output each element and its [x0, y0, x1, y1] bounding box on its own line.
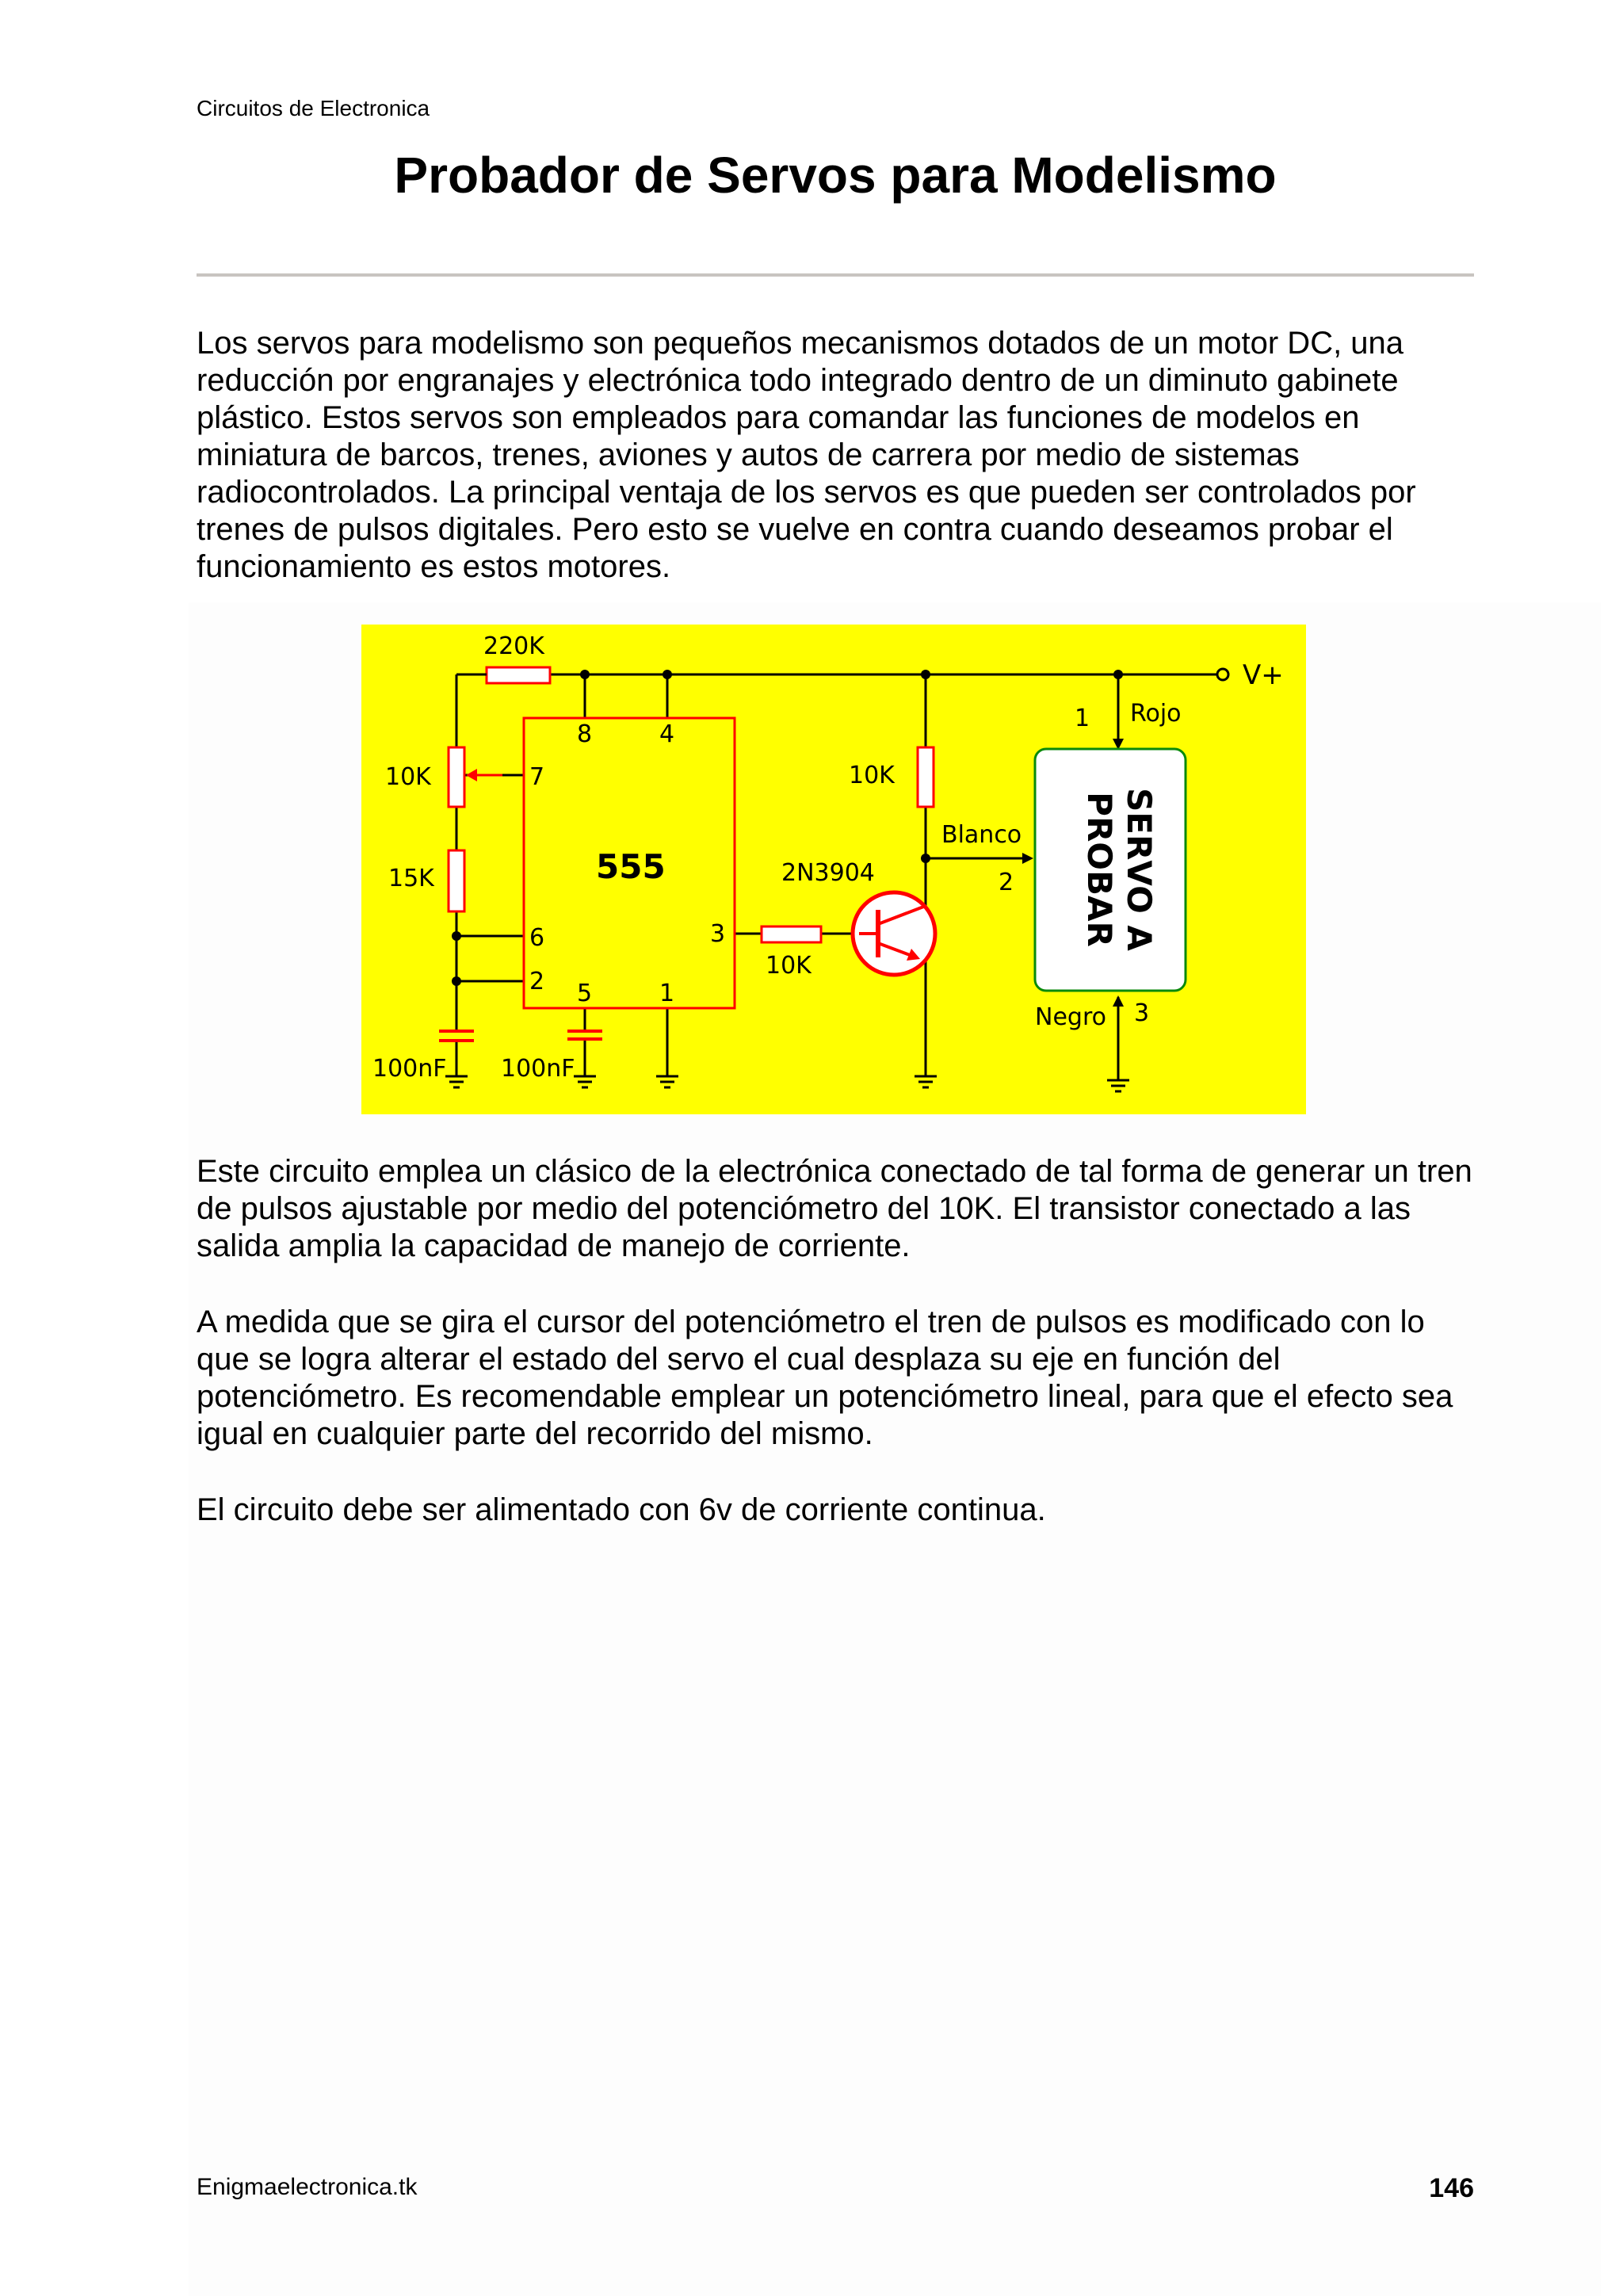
footer-site: Enigmaelectronica.tk	[197, 2174, 418, 2200]
ic-pin-4: 4	[659, 720, 675, 748]
transistor-2n3904	[853, 892, 935, 975]
ic-555-label: 555	[596, 847, 666, 886]
ic-pin-7: 7	[529, 763, 545, 791]
blanco-label: Blanco	[941, 821, 1022, 849]
rojo-label: Rojo	[1130, 700, 1182, 728]
servo-label-group	[1080, 788, 1159, 951]
running-header: Circuitos de Electronica	[197, 96, 430, 120]
control-capacitor-label: 100nF	[501, 1055, 575, 1083]
intro-paragraph: Los servos para modelismo son pequeños mecanismos dotados de un motor DC, una reducción por engranajes y electrónica todo integrado dentro de un diminuto gabinete plástico. Estos servos son empleados para comandar las funciones de modelos en miniatura de barcos, trenes, aviones y autos de carrera por medio de sistemas radiocontrolados. La principal ventaja de los servos es que pueden ser controlados por trenes de pulsos digitales. Pero esto se vuelve en contra cuando deseamos probar el funcionamiento es estos motores.	[197, 326, 1416, 584]
title-divider	[197, 273, 1474, 277]
base-resistor	[762, 926, 821, 942]
base-resistor-label: 10K	[766, 952, 812, 980]
pullup-resistor	[918, 747, 934, 807]
ic-pin-6: 6	[529, 924, 545, 952]
potentiometer-label: 10K	[385, 763, 431, 791]
transistor-label: 2N3904	[781, 859, 875, 887]
resistor-220k-label: 220K	[483, 632, 544, 660]
ic-pin-1: 1	[659, 980, 675, 1007]
vplus-terminal	[1217, 669, 1228, 680]
page-title: Probador de Servos para Modelismo	[394, 147, 1277, 204]
servo-label-line2: PROBAR	[1080, 792, 1119, 947]
resistor-15k	[449, 850, 464, 911]
page-number: 146	[1429, 2173, 1474, 2203]
potentiometer-paragraph: A medida que se gira el cursor del potenciómetro el tren de pulsos es modificado con lo que se logra alterar el estado del servo el cual desplaza su eje en función del potenciómetro. Es recomendable emplear un potenciómetro lineal, para que el efecto sea igual en cualquier parte del recorrido del mismo.	[197, 1305, 1453, 1451]
resistor-15k-label: 15K	[388, 865, 434, 892]
pullup-resistor-label: 10K	[849, 762, 895, 789]
servo-pin-3: 3	[1134, 999, 1150, 1027]
servo-pin-1: 1	[1075, 705, 1090, 732]
circuit-description-paragraph: Este circuito emplea un clásico de la electrónica conectado de tal forma de generar un tren de pulsos ajustable por medio del potenciómetro del 10K. El transistor conectado a las salida amplia la capacidad de manejo de corriente.	[197, 1154, 1472, 1263]
vplus-label: V+	[1243, 659, 1284, 691]
servo-label-line1: SERVO A	[1120, 788, 1159, 951]
ic-pin-5: 5	[577, 980, 593, 1007]
ic-pin-2: 2	[529, 968, 545, 995]
power-supply-paragraph: El circuito debe ser alimentado con 6v de corriente continua.	[197, 1492, 1046, 1527]
servo-pin-2: 2	[999, 869, 1014, 896]
ic-pin-3: 3	[710, 920, 726, 948]
ic-pin-8: 8	[577, 720, 593, 748]
negro-label: Negro	[1035, 1003, 1106, 1031]
timing-capacitor-label: 100nF	[372, 1055, 447, 1083]
servo-tester-schematic	[361, 625, 1306, 1114]
